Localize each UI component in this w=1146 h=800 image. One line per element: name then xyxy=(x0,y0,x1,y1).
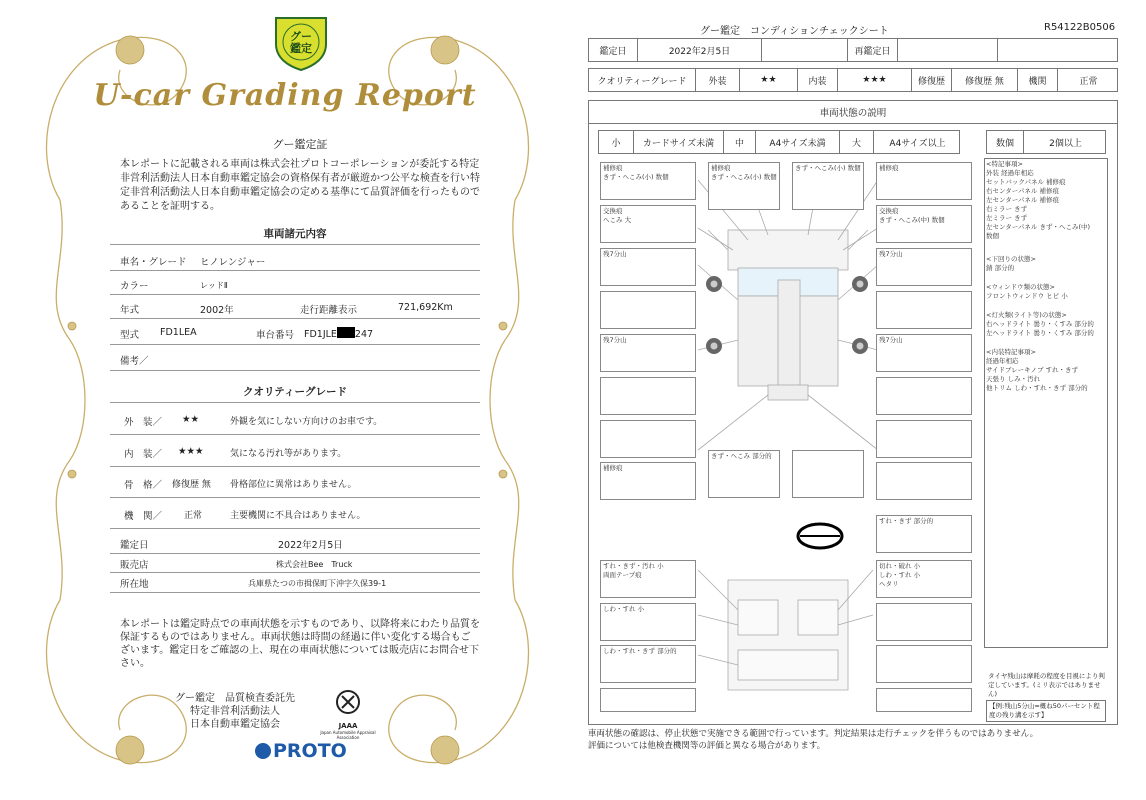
address-label: 所在地 xyxy=(120,579,149,590)
divider xyxy=(110,466,480,467)
sheet-footer xyxy=(588,728,1108,752)
spec-heading: 車両諸元内容 xyxy=(263,228,327,240)
divider xyxy=(110,270,480,271)
note-line: 左センターパネル 補修痕 xyxy=(986,196,1059,204)
intro-paragraph: 本レポートに記載される車両は株式会社プロトコーポレーションが委託する特定非営利活動法人日本自動車鑑定協会の資格保有者が厳遊かつ公平な検査を行い特定非営利活動法人日本自動車鑑定協会の定める基準にて品質評価を行ったものであることを証明する。 xyxy=(120,159,480,212)
inspector-info xyxy=(170,692,300,731)
color-label: カラー xyxy=(120,281,149,292)
grade-frame-label: 骨 格／ xyxy=(124,480,163,491)
note-line: サイドブレーキノブ すれ・きず xyxy=(986,366,1079,374)
grade-interior-desc: 気になる汚れ等があります。 xyxy=(230,449,347,459)
notes-under-head: <下回りの状態> xyxy=(986,255,1036,263)
note-line: 錆 部分的 xyxy=(986,264,1015,272)
grade-engine-label: 機 関／ xyxy=(124,511,163,522)
reappraisal-blank xyxy=(997,39,1117,61)
interior-box-left-1: すれ・きず・汚れ 小 両面テープ痕 xyxy=(600,560,696,598)
divider xyxy=(110,553,480,554)
jaaa-emblem-icon xyxy=(318,688,378,718)
inspector-line: 特定非営利活動法人 xyxy=(190,706,280,717)
reappraisal-value xyxy=(897,39,997,61)
divider xyxy=(110,572,480,573)
model-label: 型式 xyxy=(120,330,140,341)
damage-box-right-8 xyxy=(876,462,972,500)
grade-frame-desc: 骨格部位に異常はありません。 xyxy=(230,480,357,490)
jaaa-logo xyxy=(318,688,378,738)
quality-row xyxy=(588,68,1118,92)
note-line: フロントウィンドウ ヒビ 小 xyxy=(986,292,1068,300)
size-small: 小 xyxy=(611,138,621,149)
dealer-value: 株式会社Bee Truck xyxy=(276,560,353,569)
note-line: 左ヘッドライト 曇り・くすみ 部分的 xyxy=(986,329,1094,337)
divider xyxy=(110,497,480,498)
name-label: 車名・グレード xyxy=(120,257,187,268)
size-mid-desc: A4サイズ未満 xyxy=(755,131,839,153)
divider xyxy=(110,434,480,435)
damage-box-left-6 xyxy=(600,377,696,415)
divider xyxy=(110,344,480,345)
model-value: FD1LEA xyxy=(160,327,197,338)
inspector-line: 日本自動車鑑定協会 xyxy=(190,719,280,730)
size-small-desc: カードサイズ未満 xyxy=(633,131,723,153)
damage-box-right-4 xyxy=(876,291,972,329)
vehicle-state-heading: 車両状態の説明 xyxy=(588,100,1118,124)
report-title: U-car Grading Report xyxy=(93,78,477,113)
grade-frame-value: 修復歴 無 xyxy=(172,480,211,490)
interior-box-right-3 xyxy=(876,645,972,683)
divider xyxy=(110,402,480,403)
damage-box-right-6 xyxy=(876,377,972,415)
grading-certificate xyxy=(0,0,570,800)
grade-engine-desc: 主要機関に不具合はありません。 xyxy=(230,511,366,521)
interior-box-left-2: しわ・すれ 小 xyxy=(600,603,696,641)
count-label: 数個 xyxy=(995,138,1014,149)
size-mid: 中 xyxy=(723,131,755,153)
note-line: 左ミラー きず xyxy=(986,214,1028,222)
count-desc: 2個以上 xyxy=(1023,131,1107,153)
notes-lamp-head: <灯火類(ライト等)の状態> xyxy=(986,311,1067,319)
appraisal-date-label: 鑑定日 xyxy=(599,46,627,57)
chassis-label: 車台番号 xyxy=(256,330,295,341)
note-line: 右センターパネル 補修痕 xyxy=(986,187,1059,195)
note-line: 左センターパネル きず・へこみ(中) xyxy=(986,223,1091,231)
disclaimer-note: 本レポートは鑑定時点での車両状態を示すものであり、以降将来にわたり品質を保証するものではありません。車両状態は時間の経過に伴い変化する場合もございます。鑑定日をご確認の上、現在の車両状態については販売店にお問合せ下さい。 xyxy=(120,619,480,669)
damage-box-left-4 xyxy=(600,291,696,329)
jaaa-sub: Japan Automobile Appraisal Association xyxy=(320,730,376,740)
redaction-block xyxy=(337,327,355,338)
chassis-suffix: 247 xyxy=(354,329,374,340)
appraisal-date-value: 2022年2月5日 xyxy=(637,39,761,61)
interior-box-left-3: しわ・すれ・きず 部分的 xyxy=(600,645,696,683)
badge-bottom-text: 鑑定 xyxy=(290,42,312,55)
divider xyxy=(110,528,480,529)
mileage-value: 721,692Km xyxy=(398,302,453,313)
note-line: 右ミラー きず xyxy=(986,205,1028,213)
interior-box-right-1: 切れ・破れ 小 しわ・すれ 小 ヘタリ xyxy=(876,560,972,598)
footer-line: 車両状態の確認は、停止状態で実施できる範囲で行っています。判定結果は走行チェックを伴うものではありません。 xyxy=(588,729,1039,739)
sheet-doc-id: R54122B0506 xyxy=(1044,22,1116,33)
repair-value: 修復歴 無 xyxy=(951,69,1017,91)
goo-appraisal-badge xyxy=(270,14,332,72)
note-line: 右ヘッドライト 曇り・くすみ 部分的 xyxy=(986,320,1094,328)
interior-value: ★★★ xyxy=(837,69,911,91)
notes-window-head: <ウィンドウ類の状態> xyxy=(986,283,1056,291)
grade-exterior-label: 外 装／ xyxy=(124,417,163,428)
size-large-desc: A4サイズ以上 xyxy=(873,131,961,153)
repair-label: 修復歴 xyxy=(911,69,951,91)
divider xyxy=(110,592,480,593)
interior-box-left-4 xyxy=(600,688,696,712)
exterior-value: ★★ xyxy=(739,69,797,91)
damage-box-left-3: 残7分山 xyxy=(600,248,696,286)
mileage-label: 走行距離表示 xyxy=(300,305,358,316)
appraisal-label: 鑑定日 xyxy=(120,540,149,551)
damage-box-left-7 xyxy=(600,420,696,458)
footer-line: 評価については他検査機関等の評価と異なる場合があります。 xyxy=(588,741,826,751)
grade-exterior-value: ★★ xyxy=(182,414,200,425)
damage-box-right-3: 残7分山 xyxy=(876,248,972,286)
appraisal-date-blank xyxy=(761,39,847,61)
damage-box-left-5: 残7分山 xyxy=(600,334,696,372)
engine-label: 機関 xyxy=(1017,69,1057,91)
grade-engine-value: 正常 xyxy=(184,511,203,521)
chassis-prefix: FD1JLE xyxy=(304,329,337,340)
engine-value: 正常 xyxy=(1057,69,1119,91)
tire-note: タイヤ残山は摩耗の程度を目視により判定しています。(ミリ表示ではありません) xyxy=(988,672,1105,698)
divider xyxy=(110,318,480,319)
grade-heading: クオリティーグレード xyxy=(243,386,347,398)
tire-note-example: 【例:残山5分山=概ね50パーセント程度の残り溝を示す】 xyxy=(986,700,1106,722)
note-line: 外装 経過年相応 xyxy=(986,169,1034,177)
notes-special-head: <特記事項> xyxy=(986,160,1023,168)
divider xyxy=(110,294,480,295)
damage-box-left-1: 補修痕 きず・へこみ(小) 数個 xyxy=(600,162,696,200)
chassis-value xyxy=(304,327,373,340)
interior-box-right-4 xyxy=(876,688,972,712)
exterior-label: 外装 xyxy=(695,69,739,91)
damage-box-right-1: 補修痕 xyxy=(876,162,972,200)
jaaa-label: JAAA xyxy=(338,722,358,730)
reappraisal-label: 再鑑定日 xyxy=(847,39,897,61)
divider xyxy=(110,370,480,371)
damage-box-bottom-1: きず・へこみ 部分的 xyxy=(708,450,780,498)
report-subtitle: グー鑑定証 xyxy=(272,138,328,151)
damage-box-left-8: 補修痕 xyxy=(600,462,696,500)
notes-interior-head: <内装特記事項> xyxy=(986,348,1036,356)
grade-interior-value: ★★★ xyxy=(178,446,204,457)
damage-box-right-2: 交換痕 きず・へこみ(中) 数個 xyxy=(876,205,972,243)
grade-interior-label: 内 装／ xyxy=(124,449,163,460)
note-line: 他トリム しわ・すれ・きず 部分的 xyxy=(986,384,1088,392)
interior-box-right-2 xyxy=(876,603,972,641)
dealer-label: 販売店 xyxy=(120,560,149,571)
proto-text: PROTO xyxy=(273,740,347,762)
damage-box-right-7 xyxy=(876,420,972,458)
damage-box-top-1: 補修痕 きず・へこみ(小) 数個 xyxy=(708,162,780,210)
notes-column xyxy=(986,160,1108,393)
steering-wheel-icon xyxy=(798,524,842,548)
proto-mark-icon xyxy=(255,743,271,759)
badge-top-text: グー xyxy=(290,30,312,43)
note-line: セットバックパネル 補修痕 xyxy=(986,178,1066,186)
damage-box-top-2: きず・へこみ(小) 数個 xyxy=(792,162,864,210)
sheet-title: グー鑑定 コンディションチェックシート xyxy=(700,26,889,37)
year-value: 2002年 xyxy=(200,305,234,316)
date-row xyxy=(588,38,1118,62)
damage-box-left-2: 交換痕 へこみ 大 xyxy=(600,205,696,243)
interior-box-steering: すれ・きず 部分的 xyxy=(876,515,972,553)
year-label: 年式 xyxy=(120,305,140,316)
note-line: 数個 xyxy=(986,232,999,240)
grade-exterior-desc: 外観を気にしない方向けのお車です。 xyxy=(230,417,383,427)
name-value: ヒノレンジャー xyxy=(200,257,266,268)
divider xyxy=(110,244,480,245)
address-value: 兵庫県たつの市揖保町下沖字久保39-1 xyxy=(248,579,387,588)
color-value: レッドⅡ xyxy=(200,281,228,290)
appraisal-value: 2022年2月5日 xyxy=(278,540,343,551)
count-legend xyxy=(986,130,1106,154)
proto-logo xyxy=(255,740,355,762)
size-large: 大 xyxy=(839,131,873,153)
damage-box-right-5: 残7分山 xyxy=(876,334,972,372)
damage-box-bottom-2 xyxy=(792,450,864,498)
inspector-line: グー鑑定 品質検査委託先 xyxy=(175,693,295,704)
note-line: 経過年相応 xyxy=(986,357,1019,365)
remarks-label: 備考／ xyxy=(120,356,149,367)
qg-label: クオリティーグレード xyxy=(597,76,687,87)
note-line: 天張り しみ・汚れ xyxy=(986,375,1041,383)
interior-label: 内装 xyxy=(797,69,837,91)
